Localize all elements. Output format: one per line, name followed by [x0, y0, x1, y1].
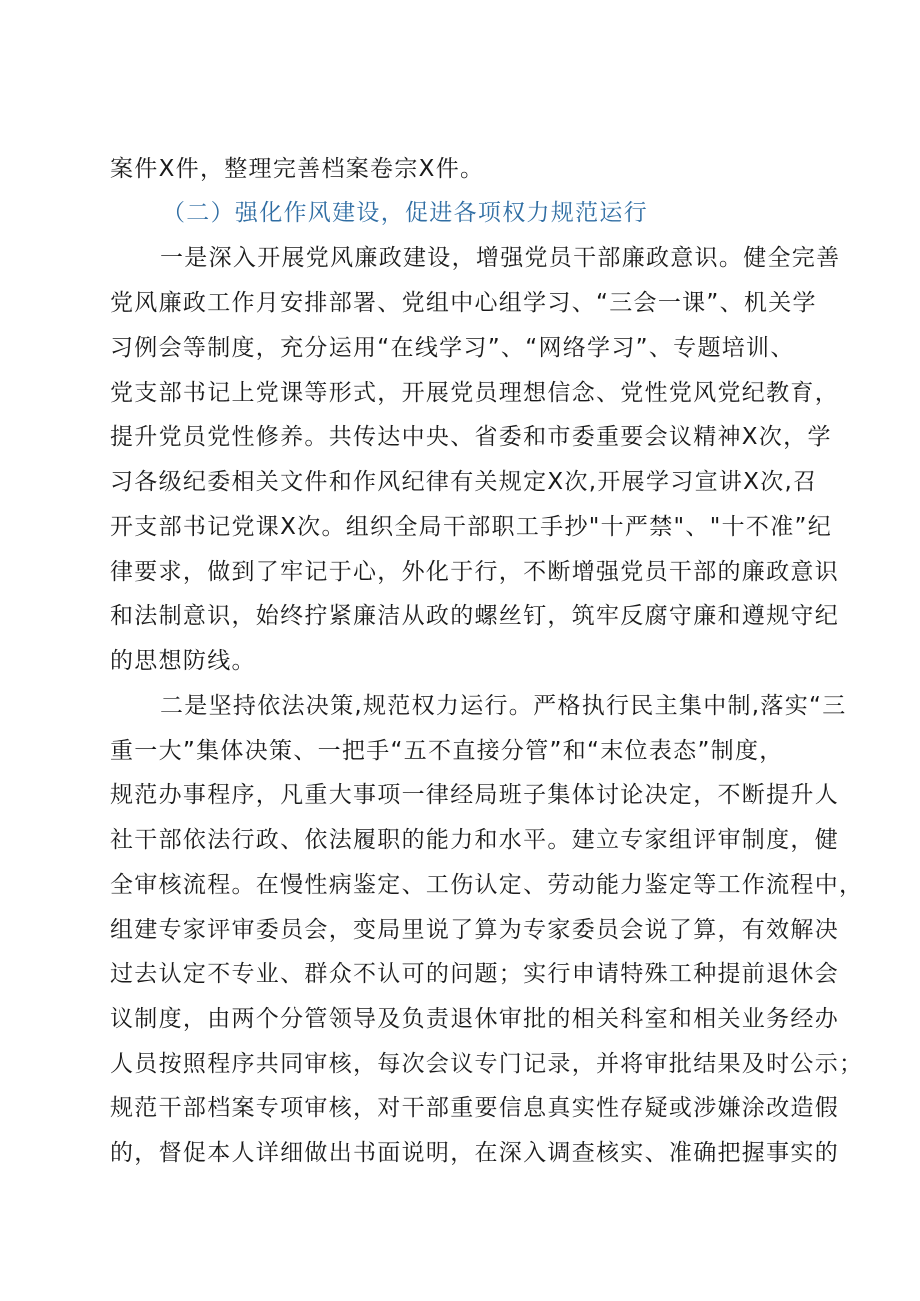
text-line: 人员按照程序共同审核，每次会议专门记录，并将审批结果及时公示；: [110, 1051, 864, 1077]
text-line: 二是坚持依法决策,规范权力运行。严格执行民主集中制,落实“三: [160, 693, 847, 719]
text-line: 党支部书记上党课等形式，开展党员理想信念、党性党风党纪教育，: [110, 380, 839, 406]
text-line: 重一大”集体决策、一把手“五不直接分管”和“末位表态”制度，: [110, 738, 784, 764]
text-line: 习各级纪委相关文件和作风纪律有关规定X次,开展学习宣讲X次,召: [110, 469, 818, 495]
text-line: 律要求，做到了牢记于心，外化于行，不断增强党员干部的廉政意识: [110, 559, 839, 585]
text-line: 全审核流程。在慢性病鉴定、工伤认定、劳动能力鉴定等工作流程中，: [110, 872, 864, 898]
text-line: 过去认定不专业、群众不认可的问题；实行申请特殊工种提前退休会: [110, 961, 839, 987]
text-line: 的思想防线。: [110, 648, 256, 674]
text-line: 规范办事程序，凡重大事项一律经局班子集体讨论决定，不断提升人: [110, 782, 839, 808]
text-line: 规范干部档案专项审核，对干部重要信息真实性存疑或涉嫌涂改造假: [110, 1095, 839, 1121]
section-heading: （二）强化作风建设，促进各项权力规范运行: [162, 200, 648, 226]
text-line: 社干部依法行政、依法履职的能力和水平。建立专家组评审制度，健: [110, 827, 839, 853]
text-line: 议制度，由两个分管领导及负责退休审批的相关科室和相关业务经办: [110, 1006, 839, 1032]
text-line: 提升党员党性修养。共传达中央、省委和市委重要会议精神X次，学: [110, 424, 832, 450]
text-line: 习例会等制度，充分运用“在线学习”、“网络学习”、专题培训、: [110, 335, 795, 361]
text-line: 一是深入开展党风廉政建设，增强党员干部廉政意识。健全完善: [160, 245, 841, 271]
text-line: 组建专家评审委员会，变局里说了算为专家委员会说了算，有效解决: [110, 917, 839, 943]
text-line: 和法制意识，始终拧紧廉洁从政的螺丝钉，筑牢反腐守廉和遵规守纪: [110, 603, 839, 629]
text-line: 党风廉政工作月安排部署、党组中心组学习、“三会一课”、机关学: [110, 290, 817, 316]
text-line: 开支部书记党课X次。组织全局干部职工手抄"十严禁"、"十不准”纪: [110, 514, 833, 540]
text-line: 的，督促本人详细做出书面说明，在深入调查核实、准确把握事实的: [110, 1140, 839, 1166]
text-line: 案件X件，整理完善档案卷宗X件。: [110, 156, 485, 182]
